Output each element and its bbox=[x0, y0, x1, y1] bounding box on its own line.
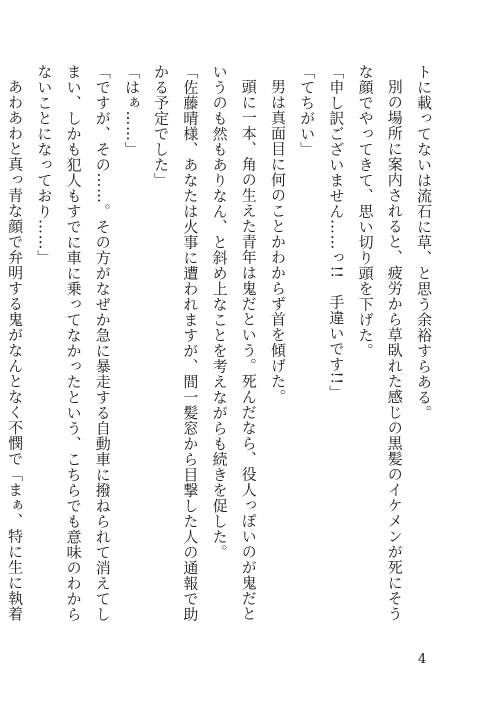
paragraph-6: 頭に一本、角の生えた青年は鬼だという。死んだなら、役人っぽいのが鬼だというのも然もありなん、と斜め上なことを考えながらも続きを促した。 bbox=[210, 64, 258, 622]
page-number: 4 bbox=[418, 652, 427, 667]
paragraph-4: 「てちがい」 bbox=[298, 64, 317, 157]
paragraph-10: あわあわと真っ青な顔で弁明する鬼がなんとなく不憫で「まぁ、特に生に執着 bbox=[6, 79, 25, 622]
paragraph-3: 「申し訳ございません……っ!! 手違いです!!」 bbox=[327, 64, 346, 401]
paragraph-9: 「ですが、その……。その方がなぜか急に暴走する自動車に撥ねられて消えてしまい、しかも犯人もすでに車に乗ってなかったという、こちらでも意味のわからないことになっており……」 bbox=[35, 64, 112, 622]
vertical-text-body bbox=[6, 64, 438, 624]
paragraph-8: 「はぁ……」 bbox=[122, 64, 141, 157]
paragraph-1: トに載ってないは流石に草、と思う余裕すらある。 bbox=[415, 64, 433, 421]
paragraph-2: 別の場所に案内されると、疲労から草臥れた感じの黒髪のイケメンが死にそうな顔でやってきて、思い切り頭を下げた。 bbox=[356, 64, 404, 622]
paragraph-7: 「佐藤晴様、あなたは火事に遭われますが、間一髪窓から目撃した人の通報で助かる予定でした」 bbox=[152, 64, 200, 622]
paragraph-5: 男は真面目に何のことかわからず首を傾げた。 bbox=[268, 79, 287, 405]
